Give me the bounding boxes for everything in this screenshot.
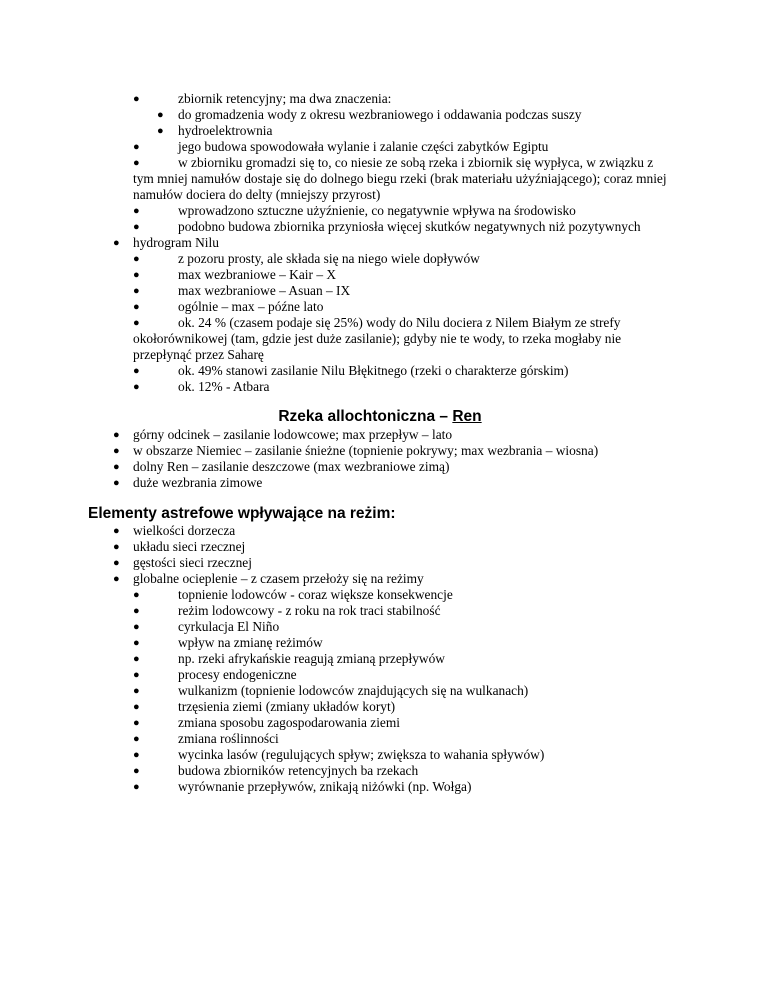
- bullet-icon: ●: [133, 717, 140, 729]
- list-item: wulkanizm (topnienie lodowców znajdujących się na wulkanach): [178, 683, 529, 698]
- list-item: ok. 24 % (czasem podaje się 25%) wody do Nilu dociera z Nilem Białym ze strefy: [178, 315, 621, 330]
- bullet-icon: ●: [133, 269, 140, 281]
- section-heading-astref: Elementy astrefowe wpływające na reżim:: [88, 505, 396, 522]
- list-item: z pozoru prosty, ale składa się na niego wiele dopływów: [178, 251, 480, 266]
- bullet-icon: ●: [113, 461, 120, 473]
- bullet-icon: ●: [113, 525, 120, 537]
- list-item: reżim lodowcowy - z roku na rok traci stabilność: [178, 603, 441, 618]
- bullet-icon: ●: [133, 205, 140, 217]
- list-item: globalne ocieplenie – z czasem przełoży się na reżimy: [133, 571, 424, 586]
- list-item: gęstości sieci rzecznej: [133, 555, 252, 570]
- bullet-icon: ●: [133, 141, 140, 153]
- bullet-icon: ●: [133, 701, 140, 713]
- bullet-icon: ●: [133, 605, 140, 617]
- list-item: hydrogram Nilu: [133, 235, 219, 250]
- list-item: procesy endogeniczne: [178, 667, 297, 682]
- list-item: górny odcinek – zasilanie lodowcowe; max przepływ – lato: [133, 427, 453, 442]
- bullet-icon: ●: [133, 749, 140, 761]
- list-item: w zbiorniku gromadzi się to, co niesie ze sobą rzeka i zbiornik się wypłyca, w związku z: [178, 155, 654, 170]
- list-item: zbiornik retencyjny; ma dwa znaczenia:: [178, 91, 392, 106]
- list-item: zmiana roślinności: [178, 731, 279, 746]
- bullet-icon: ●: [113, 557, 120, 569]
- bullet-icon: ●: [133, 685, 140, 697]
- bullet-icon: ●: [133, 621, 140, 633]
- bullet-icon: ●: [133, 93, 140, 105]
- bullet-icon: ●: [113, 429, 120, 441]
- list-item: wpływ na zmianę reżimów: [178, 635, 323, 650]
- bullet-icon: ●: [133, 157, 140, 169]
- bullet-icon: ●: [113, 445, 120, 457]
- list-item: jego budowa spowodowała wylanie i zalanie części zabytków Egiptu: [178, 139, 549, 154]
- list-item: wielkości dorzecza: [133, 523, 236, 538]
- bullet-icon: ●: [113, 541, 120, 553]
- bullet-icon: ●: [133, 381, 140, 393]
- list-item: hydroelektrownia: [178, 123, 273, 138]
- list-item: ok. 49% stanowi zasilanie Nilu Błękitnego (rzeki o charakterze górskim): [178, 363, 569, 378]
- list-item: ok. 12% - Atbara: [178, 379, 270, 394]
- list-item: cyrkulacja El Niño: [178, 619, 280, 634]
- list-item: np. rzeki afrykańskie reagują zmianą przepływów: [178, 651, 445, 666]
- list-item: wycinka lasów (regulujących spływ; zwiększa to wahania spływów): [178, 747, 545, 762]
- list-item-continuation: okołorównikowej (tam, gdzie jest duże zasilanie); gdyby nie te wody, to rzeka mogłaby nie przepłynąć przez Saharę: [133, 331, 622, 362]
- bullet-icon: ●: [133, 221, 140, 233]
- list-item: zmiana sposobu zagospodarowania ziemi: [178, 715, 400, 730]
- list-item: budowa zbiorników retencyjnych ba rzekach: [178, 763, 419, 778]
- list-item-continuation: tym mniej namułów dostaje się do dolnego biegu rzeki (brak materiału użyźniającego); coraz mniej namułów dociera do delty (mniejszy przyrost): [133, 171, 667, 202]
- bullet-icon: ●: [157, 109, 164, 121]
- list-item: duże wezbrania zimowe: [133, 475, 263, 490]
- bullet-icon: ●: [133, 253, 140, 265]
- bullet-icon: ●: [133, 765, 140, 777]
- section-heading-ren: [0, 407, 760, 427]
- heading-text: Rzeka allochtoniczna –: [278, 408, 453, 425]
- bullet-icon: ●: [133, 285, 140, 297]
- bullet-icon: ●: [113, 477, 120, 489]
- bullet-icon: ●: [133, 781, 140, 793]
- list-item: max wezbraniowe – Kair – X: [178, 267, 337, 282]
- bullet-icon: ●: [133, 637, 140, 649]
- heading-river-name: Ren: [452, 408, 482, 425]
- bullet-icon: ●: [133, 317, 140, 329]
- list-item: do gromadzenia wody z okresu wezbraniowego i oddawania podczas suszy: [178, 107, 582, 122]
- list-item: ogólnie – max – późne lato: [178, 299, 324, 314]
- bullet-icon: ●: [157, 125, 164, 137]
- list-item: w obszarze Niemiec – zasilanie śnieżne (topnienie pokrywy; max wezbrania – wiosna): [133, 443, 599, 458]
- bullet-icon: ●: [133, 365, 140, 377]
- bullet-icon: ●: [133, 653, 140, 665]
- list-item: układu sieci rzecznej: [133, 539, 246, 554]
- bullet-icon: ●: [133, 589, 140, 601]
- bullet-icon: ●: [113, 573, 120, 585]
- list-item: dolny Ren – zasilanie deszczowe (max wezbraniowe zimą): [133, 459, 450, 474]
- bullet-icon: ●: [133, 733, 140, 745]
- list-item: podobno budowa zbiornika przyniosła więcej skutków negatywnych niż pozytywnych: [178, 219, 641, 234]
- list-item: wyrównanie przepływów, znikają niżówki (np. Wołga): [178, 779, 472, 794]
- bullet-icon: ●: [113, 237, 120, 249]
- list-item: max wezbraniowe – Asuan – IX: [178, 283, 351, 298]
- bullet-icon: ●: [133, 301, 140, 313]
- list-item: topnienie lodowców - coraz większe konsekwencje: [178, 587, 453, 602]
- bullet-icon: ●: [133, 669, 140, 681]
- list-item: trzęsienia ziemi (zmiany układów koryt): [178, 699, 396, 714]
- list-item: wprowadzono sztuczne użyźnienie, co negatywnie wpływa na środowisko: [178, 203, 576, 218]
